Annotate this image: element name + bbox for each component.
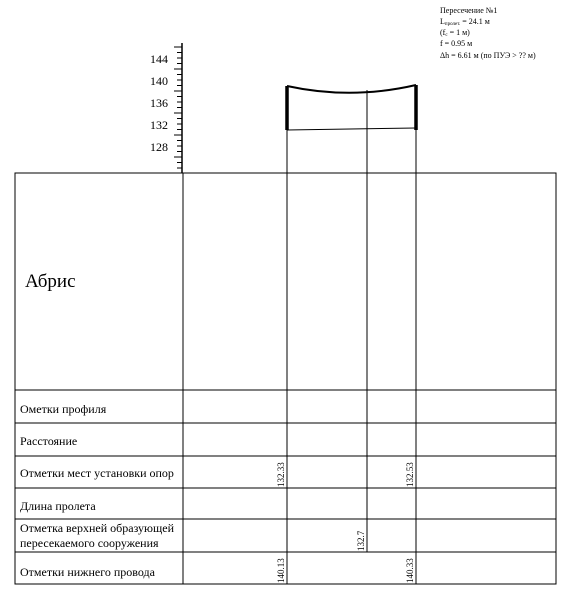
value-support-right: 132.53 <box>405 462 415 487</box>
row-label-crossing-1: Отметка верхней образующей <box>20 521 175 535</box>
row-label-supports: Отметки мест установки опор <box>20 466 174 480</box>
scale-label-132: 132 <box>150 118 168 132</box>
info-block <box>440 6 536 60</box>
abris-label: Абрис <box>25 271 76 292</box>
value-wire-right: 140.33 <box>405 558 415 583</box>
scale-label-128: 128 <box>150 140 168 154</box>
wire-sag-curve <box>287 85 416 93</box>
info-sag: f = 0.95 м <box>440 39 473 48</box>
info-clearance: Δh = 6.61 м (по ПУЭ > ?? м) <box>440 51 536 60</box>
span-drawing <box>287 85 416 584</box>
elevation-scale <box>150 43 182 173</box>
scale-label-140: 140 <box>150 74 168 88</box>
info-span-length: Lпролет. = 24.1 м <box>440 17 490 27</box>
row-label-profile: Ометки профиля <box>20 402 107 416</box>
scale-label-136: 136 <box>150 96 168 110</box>
row-label-crossing-2: пересекаемого сооружения <box>20 536 159 550</box>
info-title: Пересечение №1 <box>440 6 498 15</box>
ground-profile-line <box>287 128 416 130</box>
scale-ticks <box>174 47 182 168</box>
row-label-distance: Расстояние <box>20 434 78 448</box>
row-label-span: Длина пролета <box>20 499 96 513</box>
scale-label-144: 144 <box>150 52 168 66</box>
row-label-wire: Отметки нижнего провода <box>20 565 155 579</box>
value-support-left: 132.33 <box>276 462 286 487</box>
value-wire-left: 140.13 <box>276 558 286 583</box>
value-crossing: 132.7 <box>356 530 366 551</box>
info-fc: (fc = 1 м) <box>440 28 470 38</box>
